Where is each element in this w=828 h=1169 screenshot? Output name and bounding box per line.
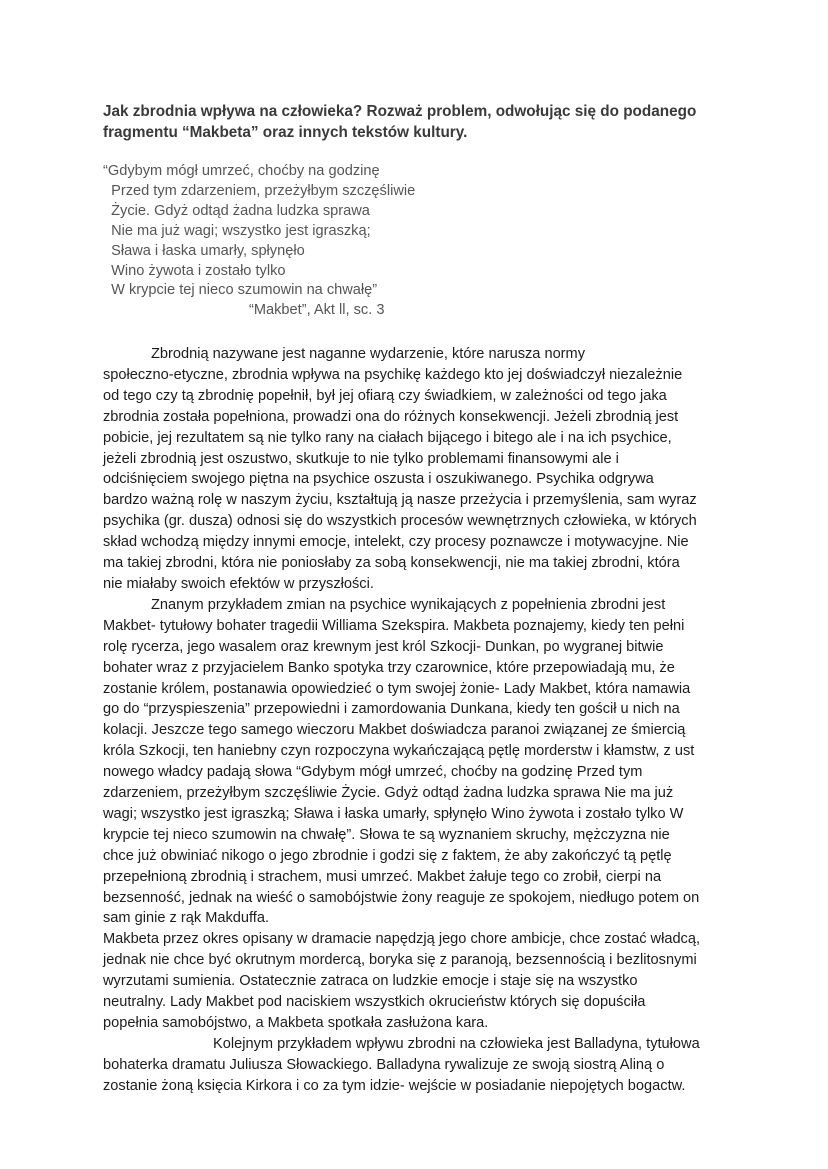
poem-line: W krypcie tej nieco szumowin na chwałę” — [103, 282, 378, 299]
body-line: Znanym przykładem zmian na psychice wynikających z popełnienia zbrodni jest — [151, 596, 666, 613]
essay-title-line: Jak zbrodnia wpływa na człowieka? Rozważ problem, odwołując się do podanego — [103, 103, 697, 120]
body-line: rolę rycerza, jego wasalem oraz krewnym jest król Szkocji- Dunkan, po wygranej bitwie — [103, 638, 664, 655]
body-line: jednak nie chce być okrutnym mordercą, boryka się z paranoją, bezsennością i bezlitosnymi — [103, 952, 697, 969]
body-line: Makbet- tytułowy bohater tragedii Williama Szekspira. Makbeta poznajemy, kiedy ten pełni — [103, 617, 685, 634]
body-line: chce już obwiniać nikogo o jego zbrodnie i godzi się z faktem, że aby zakończyć tą pętlę — [103, 847, 672, 864]
body-line: społeczno-etyczne, zbrodnia wpływa na psychikę każdego kto jej doświadczył niezależnie — [103, 366, 683, 383]
body-line: wagi; wszystko jest igraszką; Sława i łaska umarły, spłynęło Wino żywota i zostało tylko W — [103, 805, 684, 822]
body-line: zbrodnia została popełniona, prowadzi ona do różnych konsekwencji. Jeżeli zbrodnią jest — [103, 408, 679, 425]
essay-body — [103, 344, 728, 1097]
essay-title — [103, 101, 743, 143]
body-line: bardzo ważną rolę w naszym życiu, kształtują ją nasze przeżycia i przemyślenia, sam wyraz — [103, 492, 697, 509]
essay-title-line: fragmentu “Makbeta” oraz innych tekstów kultury. — [103, 124, 468, 141]
body-line: przepełnioną zbrodnią i strachem, musi umrzeć. Makbet żałuje tego co zrobił, cierpi na — [103, 868, 662, 885]
body-line: sam ginie z rąk Makduffa. — [103, 910, 270, 927]
body-line: Kolejnym przykładem wpływu zbrodni na człowieka jest Balladyna, tytułowa — [213, 1035, 700, 1052]
body-line: zostanie królem, postanawia opowiedzieć o tym swojej żonie- Lady Makbet, która namawia — [103, 680, 691, 697]
body-line: neutralny. Lady Makbet pod naciskiem wszystkich okrucieństw których się dopuściła — [103, 994, 646, 1011]
body-line: skład wchodzą między innymi emocje, intelekt, czy procesy poznawcze i motywacyjne. Nie — [103, 534, 689, 551]
body-line: ma takiej zbrodni, która nie poniosłaby za sobą konsekwencji, nie ma takiej zbrodni, która — [103, 555, 680, 572]
body-line: zostanie żoną księcia Kirkora i co za tym idzie- wejście w posiadanie niepojętych bogactw. — [103, 1077, 686, 1094]
body-line: jeżeli zbrodnią jest oszustwo, skutkuje to nie tylko problemami finansowymi ale i — [103, 450, 619, 467]
body-line: nowego władcy padają słowa “Gdybym mógł umrzeć, choćby na godzinę Przed tym — [103, 764, 643, 781]
poem-line: Życie. Gdyż odtąd żadna ludzka sprawa — [103, 202, 370, 219]
body-line: bezsenność, jednak na wieść o samobójstwie żony reaguje ze spokojem, niedługo potem on — [103, 889, 700, 906]
poem-line: Sława i łaska umarły, spłynęło — [103, 242, 305, 259]
body-line: nie miałaby swoich efektów w przyszłości. — [103, 575, 374, 592]
body-line: Makbeta przez okres opisany w dramacie napędzją jego chore ambicje, chce zostać władcą, — [103, 931, 701, 948]
quote-source: “Makbet”, Akt ll, sc. 3 — [249, 302, 385, 319]
poem-line: Przed tym zdarzeniem, przeżyłbym szczęśliwie — [103, 182, 416, 199]
body-line: zdarzeniem, przeżyłbym szczęśliwie Życie. Gdyż odtąd żadna ludzka sprawa Nie ma już — [103, 785, 674, 802]
body-line: kolacji. Jeszcze tego samego wieczoru Makbet doświadcza paranoi związanej ze śmiercią — [103, 722, 686, 739]
body-line: go do “przyspieszenia” przepowiedni i zamordowania Dunkana, kiedy ten gościł u nich na — [103, 701, 680, 718]
body-line: krypcie tej nieco szumowin na chwałę”. Słowa te są wyznaniem skruchy, mężczyzna nie — [103, 826, 670, 843]
quoted-fragment — [103, 162, 415, 321]
body-line: popełnia samobójstwo, a Makbeta spotkała zasłużona kara. — [103, 1015, 489, 1031]
poem-line: “Gdybym mógł umrzeć, choćby na godzinę — [103, 163, 380, 179]
body-line: króla Szkocji, ten haniebny czyn rozpoczyna wykańczającą pętlę morderstw i kłamstw, z ust — [103, 743, 695, 760]
body-line: bohaterka dramatu Juliusza Słowackiego. Balladyna rywalizuje ze swoją siostrą Aliną o — [103, 1056, 665, 1073]
poem-line: Nie ma już wagi; wszystko jest igraszką; — [103, 222, 371, 239]
poem-line: Wino żywota i zostało tylko — [103, 262, 286, 279]
body-line: psychika (gr. dusza) odnosi się do wszystkich procesów wewnętrznych człowieka, w których — [103, 513, 697, 530]
body-line: Zbrodnią nazywane jest naganne wydarzenie, które narusza normy — [151, 346, 586, 362]
body-line: od tego czy tą zbrodnię popełnił, był jej ofiarą czy świadkiem, w zależności od tego jaka — [103, 387, 667, 404]
body-line: bohater wraz z przyjacielem Banko spotyka trzy czarownice, które przepowiadają mu, że — [103, 659, 675, 676]
body-line: wyrzutami sumienia. Ostatecznie zatraca on ludzkie emocje i staje się na wszystko — [103, 973, 638, 990]
body-line: odciśnięciem swojego piętna na psychice oszusta i oszukiwanego. Psychika odgrywa — [103, 471, 654, 488]
body-line: pobicie, jej rezultatem są nie tylko rany na ciałach bijącego i bitego ale i na ich psychice, — [103, 429, 672, 446]
